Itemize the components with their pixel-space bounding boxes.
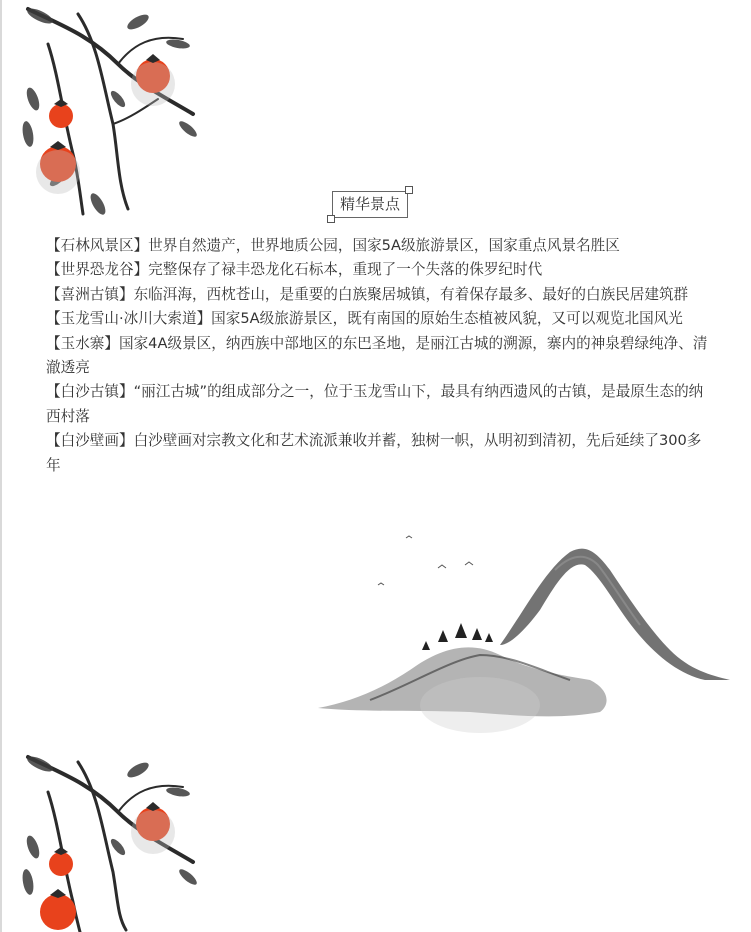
spot-description: 世界自然遗产，世界地质公园，国家5A级旅游景区，国家重点风景名胜区 (148, 237, 620, 254)
spot-description: 完整保存了禄丰恐龙化石标本，重现了一个失落的侏罗纪时代 (148, 261, 543, 279)
title-corner-decoration (327, 215, 335, 223)
section-title: 精华景点 (332, 191, 408, 218)
spot-entry (46, 429, 711, 478)
spot-description: 白沙壁画对宗教文化和艺术流派兼收并蓄，独树一帜，从明初到清初，先后延续了300多年 (46, 432, 702, 474)
section-title-frame (332, 191, 408, 218)
spot-entry (46, 332, 711, 381)
scenic-spot-list (46, 234, 711, 478)
spot-description: 国家5A级旅游景区，既有南国的原始生态植被风貌，又可以观览北国风光 (211, 310, 683, 328)
spot-name: 【玉水寨】 (46, 334, 119, 352)
spot-entry (46, 307, 711, 331)
spot-entry (46, 258, 711, 282)
left-border-rule (0, 0, 2, 932)
spot-entry (46, 380, 711, 429)
spot-description: 国家4A级景区，纳西族中部地区的东巴圣地，是丽江古城的溯源，寨内的神泉碧绿纯净、清澈透亮 (46, 334, 708, 377)
title-corner-decoration (405, 186, 413, 194)
spot-name: 【白沙古镇】 (46, 383, 134, 401)
pine-trees (422, 623, 493, 650)
tall-mountain-peak (500, 549, 730, 680)
spot-name: 【石林风景区】 (46, 237, 149, 254)
spot-name: 【世界恐龙谷】 (46, 261, 149, 279)
spot-entry (46, 283, 711, 307)
spot-name: 【喜洲古镇】 (46, 285, 134, 303)
spot-name: 【玉龙雪山·冰川大索道】 (46, 310, 212, 328)
spot-description: “丽江古城”的组成部分之一，位于玉龙雪山下，最具有纳西遗风的古镇，是最原生态的纳西村落 (46, 383, 704, 425)
spot-entry (46, 234, 711, 258)
persimmon-branch-illustration-bottom (18, 752, 203, 932)
persimmon-branch-illustration-top (18, 4, 203, 219)
spot-description: 东临洱海，西枕苍山，是重要的白族聚居城镇，有着保存最多、最好的白族民居建筑群 (133, 285, 689, 303)
ink-mountain-illustration (310, 530, 740, 750)
spot-name: 【白沙壁画】 (46, 432, 134, 450)
flying-birds (378, 536, 473, 585)
